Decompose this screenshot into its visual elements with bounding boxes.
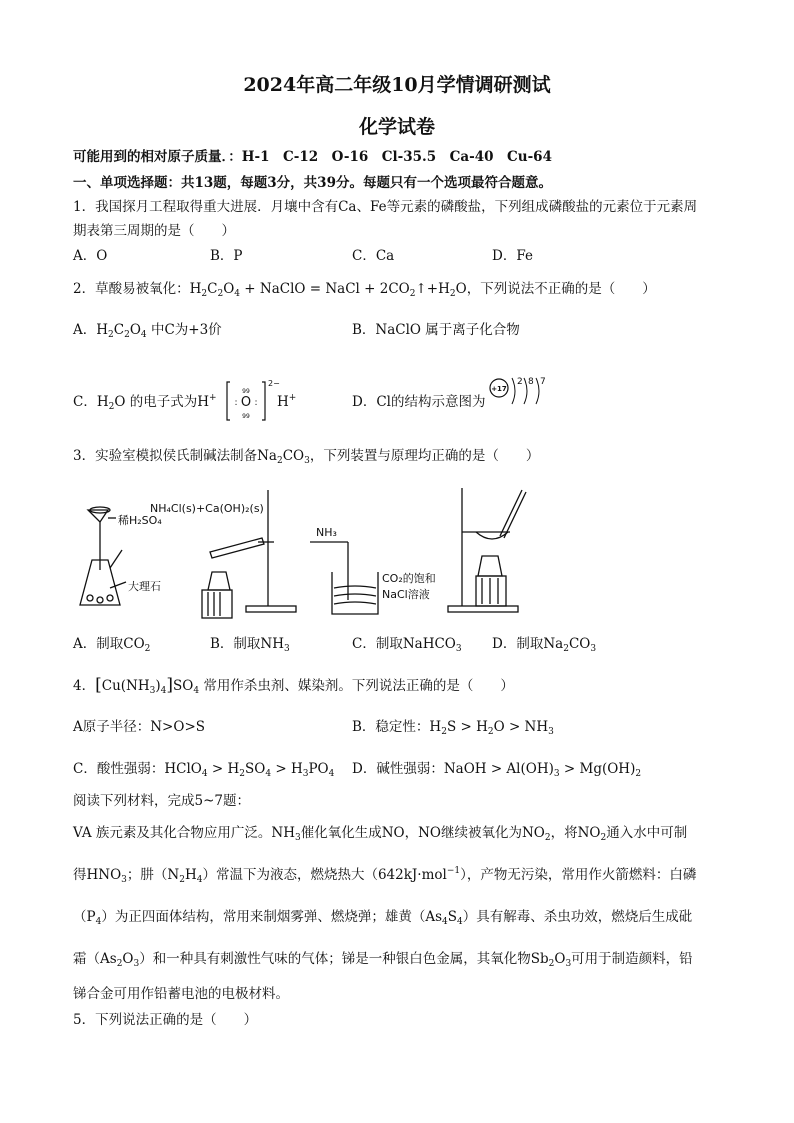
reading-line4: 霜$(As_2O_3)$和一种具有刺激性气味的气体；锑是一种银白色金属，其氧化物$Sb_2O_3$可用于制造颜料，铅 [73,951,693,969]
q4-option-d-text: D．碱性强弱： [352,761,444,777]
reading-p4-a: 霜（ [73,951,100,967]
q1-stem-line2: 期表第三周期的是（ ） [73,223,235,239]
reading-p2-d: ），产物无污染，常用作火箭燃料：白磷 [460,867,697,883]
reading-p1-c: ，将 [550,825,578,841]
q4-stem-text: 常用作杀虫剂、媒染剂。下列说法正确的是（ ） [203,678,514,694]
q3-option-c-text: C．制取 [352,636,403,652]
q4-option-b-text: B．稳定性： [352,719,430,735]
reading-p3-c: ）具有解毒、杀虫功效，燃烧后生成砒 [462,909,693,925]
section-heading: 一、单项选择题：共13题，每题3分，共39分。每题只有一个选项最符合题意。 [73,175,552,191]
page-title: 2024年高二年级10月学情调研测试 [243,74,551,96]
reading-p3-b: ）为正四面体结构，常用来制烟雾弹、燃烧弹；雄黄（ [101,909,426,925]
svg-text:99: 99 [242,413,250,420]
q2-option-a: A．$H_2C_2O_4$ 中C为+3价 [73,322,222,340]
fig-reagent-label: NH₄Cl(s)+Ca(OH)₂(s) [150,502,264,515]
q3-stem-start: 3．实验室模拟侯氏制碱法制备 [73,448,258,464]
q1-option-c: C．Ca [352,248,395,264]
reading-p2-c: ）常温下为液态，燃烧热大（642kJ·mol [202,867,447,883]
svg-text:2: 2 [517,377,523,387]
q4-option-b: B．稳定性：$H_2S > H_2O > NH_3$ [352,719,554,737]
reading-p2-b: ；肼（ [126,867,168,883]
q2-option-c: C．$H_2O$ 的电子式为H+ [73,393,217,412]
page-subtitle: 化学试卷 [358,116,435,138]
q5-stem: 5．下列说法正确的是（ ） [73,1012,258,1028]
q3-option-c: C．制取NaHCO$_3$ [352,636,462,654]
q2-option-a-text: 中C为+3价 [150,322,222,338]
q2-option-c-text: 的电子式为 [129,394,198,410]
q3-option-b: B．制取$NH_3$ [210,636,290,654]
q2-option-b: B．NaClO 属于离子化合物 [352,322,520,338]
q1-option-d: D．Fe [492,248,533,264]
q3-option-d-text: D．制取 [492,636,544,652]
q2-option-c-label: C． [73,394,97,410]
q3-stem-end: ，下列装置与原理均正确的是（ ） [309,448,540,464]
apparatus-c [310,542,378,614]
q1-stem-line1: 1．我国探月工程取得重大进展．月壤中含有Ca、Fe等元素的磷酸盐，下列组成磷酸盐的元素位于元素周 [73,199,698,215]
reading-p1-d: 通入水中可制 [606,825,688,841]
q3-stem: 3．实验室模拟侯氏制碱法制备$Na_2CO_3$，下列装置与原理均正确的是（ ） [73,448,540,466]
q2-option-d-text: D．Cl的结构示意图为 [352,394,486,410]
apparatus-figure [70,480,530,620]
q4-option-a: A原子半径：N>O>S [73,719,206,735]
fig-nacl-label: NaCl溶液 [382,588,430,601]
q2-stem-start: 2．草酸易被氧化： [73,281,190,297]
q4-option-d: D．碱性强弱：NaOH > $Al(OH)_3 > Mg(OH)_2$ [352,761,642,779]
reading-intro: 阅读下列材料，完成5~7题： [73,793,250,809]
q1-option-b: B．P [210,248,243,264]
q3-option-a-text: A．制取 [73,636,124,652]
reading-p1-a: VA 族元素及其化合物应用广泛。 [73,825,272,841]
reading-line5: 锑合金可用作铅蓄电池的电极材料。 [73,986,289,1002]
cl-atom-structure-diagram [488,374,548,412]
q1-option-a: A．O [73,248,108,264]
q4-option-c-text: C．酸性强弱： [73,761,165,777]
reading-p2-a: 得 [73,867,87,883]
fig-nh3-label: NH₃ [316,526,337,539]
reading-p4-b: ）和一种具有刺激性气味的气体；锑是一种银白色金属，其氧化物 [139,951,531,967]
q2-equation: $H_2C_2O_4$ + NaClO = NaCl + $2CO_2↑+H_2O$ [189,281,467,299]
reading-p1-b: 催化氧化生成NO，NO继续被氧化为 [300,825,522,841]
svg-text:8: 8 [528,377,534,387]
q4-stem: 4．$[Cu(NH_3)_4]SO_4$ 常用作杀虫剂、媒染剂。下列说法正确的是（ ） [73,675,514,696]
reading-line2: 得$HNO_3$；肼$(N_2H_4)$常温下为液态，燃烧热大（642kJ·mol$^{-1}$），产物无污染，常用作火箭燃料：白磷 [73,866,697,885]
svg-text:7: 7 [540,377,546,387]
fig-co2-label: CO₂的饱和 [382,572,436,585]
q2-stem-end: ，下列说法不正确的是（ ） [466,281,656,297]
fig-acid-label: 稀H₂SO₄ [118,514,162,527]
q4-option-c: C．酸性强弱：HClO$_4$ > $H_2SO_4 > H_3PO_4$ [73,761,335,779]
svg-text::: : [234,398,238,408]
apparatus-d [448,488,526,612]
q3-option-d: D．制取$Na_2CO_3$ [492,636,597,654]
svg-text:O: O [240,395,252,410]
q2-option-d [352,393,485,411]
q3-option-a: A．制取$CO_2$ [73,636,151,654]
atomic-masses: 可能用到的相对原子质量．：H-1 C-12 O-16 Cl-35.5 Ca-40 Cu-64 [73,149,552,165]
reading-line3: $(P_4)$为正四面体结构，常用来制烟雾弹、燃烧弹；雄黄$(As_4S_4)$具有解毒、杀虫功效，燃烧后生成砒 [73,909,693,927]
svg-text::: : [254,398,258,408]
reading-line1: VA 族元素及其化合物应用广泛。$NH_3$催化氧化生成NO，NO继续被氧化为$NO_2$，将$NO_2$通入水中可制 [73,825,688,843]
svg-text:2−: 2− [268,379,280,388]
q2-stem [73,280,656,298]
svg-text:+17: +17 [491,385,507,393]
q3-option-b-text: B．制取 [210,636,261,652]
q2-option-c-h-plus-right: H+ [277,393,297,410]
fig-marble-label: 大理石 [128,580,161,593]
svg-text:99: 99 [242,388,250,395]
reading-p3-a: （ [73,909,87,925]
reading-p4-c: 可用于制造颜料，铅 [571,951,693,967]
